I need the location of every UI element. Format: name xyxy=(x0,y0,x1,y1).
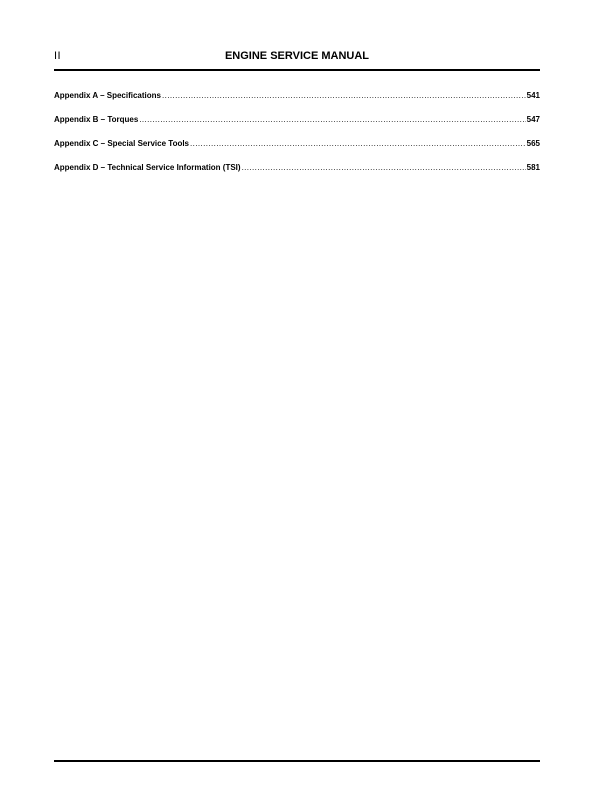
toc-entry-page: 547 xyxy=(526,115,540,124)
page-title: ENGINE SERVICE MANUAL xyxy=(224,50,370,62)
dot-leader xyxy=(242,162,526,174)
toc-entry-title: Appendix B – Torques xyxy=(54,115,139,124)
footer-divider xyxy=(54,760,540,762)
dot-leader xyxy=(190,138,526,150)
toc-entry-title: Appendix A – Specifications xyxy=(54,91,161,100)
toc-entry-appendix-d[interactable] xyxy=(54,162,540,186)
toc-entry-page: 565 xyxy=(526,139,540,148)
toc-entry-page: 581 xyxy=(526,163,540,172)
toc-entry-title: Appendix C – Special Service Tools xyxy=(54,139,190,148)
toc-entry-appendix-b[interactable] xyxy=(54,114,540,138)
toc-entry-appendix-c[interactable] xyxy=(54,138,540,162)
dot-leader xyxy=(139,114,525,126)
page-header xyxy=(54,48,540,64)
header-divider xyxy=(54,69,540,71)
dot-leader xyxy=(162,90,526,102)
toc-entry-page: 541 xyxy=(526,91,540,100)
page-number: II xyxy=(54,50,62,62)
table-of-contents xyxy=(54,90,540,186)
toc-entry-title: Appendix D – Technical Service Information (TSI) xyxy=(54,163,241,172)
toc-entry-appendix-a[interactable] xyxy=(54,90,540,114)
